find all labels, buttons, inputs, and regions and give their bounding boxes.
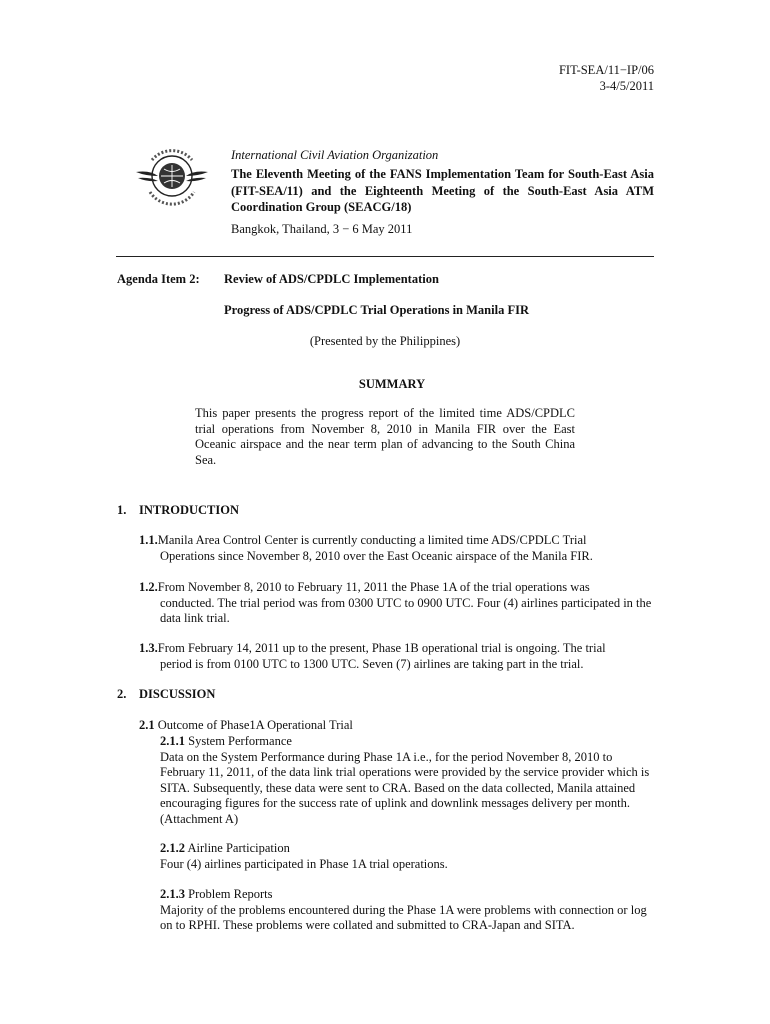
paragraph-number: 1.1. bbox=[139, 533, 158, 547]
paragraph-continuation: conducted. The trial period was from 0300 UTC to 0900 UTC. Four (4) airlines participated in the data link trial. bbox=[160, 595, 652, 625]
subsection-title: Outcome of Phase1A Operational Trial bbox=[157, 718, 353, 732]
section-number: 1. bbox=[117, 503, 127, 517]
subsection-title: Airline Participation bbox=[187, 841, 290, 855]
paper-title: Progress of ADS/CPDLC Trial Operations in Manila FIR bbox=[224, 303, 529, 317]
subsection-2-1-3 bbox=[160, 887, 660, 934]
subsection-number: 2.1.1 bbox=[160, 734, 185, 748]
paragraph-1-2 bbox=[139, 580, 659, 627]
agenda-label: Agenda Item 2: bbox=[117, 272, 200, 286]
subsection-text: Data on the System Performance during Phase 1A i.e., for the period November 8, 2010 to February 11, 2011, of the data link trial operations were provided by the service provider which is SITA. Subsequently, these data were sent to CRA. Based on the data collected, Manila attained encouraging figures for the success rate of uplink and downlink messages delivery per month. (Attachment A) bbox=[160, 749, 650, 826]
subsection-text: Majority of the problems encountered during the Phase 1A were problems with connection or log on to RPHI. These problems were collated and submitted to CRA-Japan and SITA. bbox=[160, 902, 647, 932]
paragraph-first-line: From February 14, 2011 up to the present, Phase 1B operational trial is ongoing. The trial bbox=[157, 641, 606, 655]
subsection-number: 2.1 bbox=[139, 718, 155, 732]
subsection-title: Problem Reports bbox=[188, 887, 273, 901]
paragraph-1-3 bbox=[139, 641, 659, 672]
organization-name: International Civil Aviation Organization bbox=[231, 148, 439, 162]
section-title: INTRODUCTION bbox=[139, 503, 240, 517]
paragraph-number: 1.3. bbox=[139, 641, 158, 655]
paragraph-first-line: Manila Area Control Center is currently conducting a limited time ADS/CPDLC Trial bbox=[157, 533, 587, 547]
subsection-2-1 bbox=[139, 718, 353, 733]
paragraph-continuation: period is from 0100 UTC to 1300 UTC. Seven (7) airlines are taking part in the trial. bbox=[160, 656, 584, 671]
document-date: 3-4/5/2011 bbox=[599, 79, 654, 93]
document-code: FIT-SEA/11−IP/06 bbox=[558, 63, 654, 77]
meeting-venue: Bangkok, Thailand, 3 − 6 May 2011 bbox=[231, 221, 413, 236]
document-reference bbox=[559, 62, 654, 94]
subsection-2-1-2 bbox=[160, 841, 660, 872]
subsection-text: Four (4) airlines participated in Phase 1A trial operations. bbox=[160, 856, 448, 871]
meeting-header bbox=[231, 148, 654, 237]
summary-text: This paper presents the progress report of the limited time ADS/CPDLC trial operations from November 8, 2010 in Manila FIR over the East Oceanic airspace and the near term plan of advancing to the South China Sea. bbox=[195, 406, 575, 467]
header-divider bbox=[116, 256, 654, 257]
summary-heading: SUMMARY bbox=[358, 377, 426, 391]
section-title: DISCUSSION bbox=[139, 687, 216, 701]
paragraph-number: 1.2. bbox=[139, 580, 158, 594]
section-number: 2. bbox=[117, 687, 127, 701]
presented-by: (Presented by the Philippines) bbox=[309, 334, 461, 348]
subsection-number: 2.1.3 bbox=[160, 887, 185, 901]
agenda-title: Review of ADS/CPDLC Implementation bbox=[224, 272, 439, 286]
subsection-2-1-1 bbox=[160, 734, 660, 827]
section-heading-introduction bbox=[117, 503, 239, 518]
paragraph-continuation: Operations since November 8, 2010 over the East Oceanic airspace of the Manila FIR. bbox=[160, 548, 593, 563]
section-heading-discussion bbox=[117, 687, 215, 702]
subsection-title: System Performance bbox=[188, 734, 292, 748]
subsection-number: 2.1.2 bbox=[160, 841, 185, 855]
meeting-title: The Eleventh Meeting of the FANS Implementation Team for South-East Asia (FIT-SEA/11) and the Eighteenth Meeting of the South-East Asia ATM Coordination Group (SEACG/18) bbox=[231, 167, 654, 214]
icao-emblem-icon bbox=[132, 138, 212, 218]
paragraph-first-line: From November 8, 2010 to February 11, 2011 the Phase 1A of the trial operations was bbox=[157, 580, 590, 594]
paragraph-1-1 bbox=[139, 533, 659, 564]
